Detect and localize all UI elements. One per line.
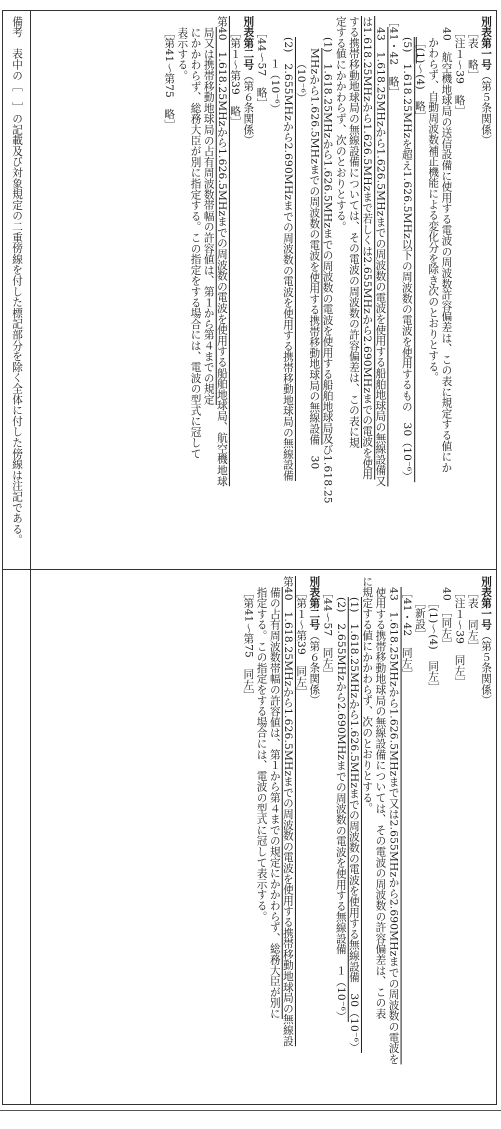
- table-border-right: [496, 10, 497, 1105]
- text-line: ［注１～39 同左］: [453, 586, 466, 687]
- text-line-underlined: 局又は携帯移動地球局の占有周波数帯幅の許容値は、第１から第４までの規定: [202, 26, 215, 405]
- text-line: にかかわらず、総務大臣が別に指定する。この指定をする場合には、電波の型式に冠して: [189, 26, 202, 459]
- note-divider: [30, 10, 31, 1105]
- text-line: 定する値にかかわらず、次のとおりとする。: [334, 16, 347, 232]
- text-line: ［44～57 略］: [255, 26, 268, 109]
- text-line-underlined: 43 1.618.25MHzから1.626.5MHzまで又は2.655MHzから2.690MHzまでの周波数の電波を: [387, 586, 400, 1065]
- text-line-double-underlined: (5): [400, 37, 413, 64]
- table-border-top: [2, 10, 497, 11]
- text-line: ［第１～第39 略］: [229, 26, 242, 127]
- text-line-underlined: 43 1.618.25MHzから1.626.5MHzまでの周波数の電波を使用する船舶地球局の無線設備又: [374, 26, 387, 487]
- text-line: ［(1)～(4) 同左］: [427, 597, 440, 694]
- text-line: 表示する。: [176, 26, 189, 81]
- text-line: ［新設］: [413, 597, 426, 641]
- text-line: ［第１～第39 同左］: [295, 586, 308, 698]
- revised-text-column: [32, 16, 492, 564]
- text-line-underlined: (2) 2.655MHzから2.690MHzまでの周波数の電波を使用する携帯移動地球局の無線設備: [281, 37, 294, 482]
- text-line-underlined: 第40 1.618.25MHzから1.626.5MHzまでの周波数の電波を使用する携帯移動地球局の無線設: [281, 576, 294, 1047]
- text-line-underlined: (2) 2.655MHzから2.690MHzまでの周波数の電波を使用する無線設備 １（10⁻⁶）: [334, 597, 347, 1023]
- text-line: (1) 1.618.25MHzから1.626.5MHzまでの周波数の電波を使用する船舶地球局及び1.618.25: [321, 37, 334, 504]
- current-text-column: [32, 576, 492, 1098]
- text-line-underlined: する携帯移動地球局の無線設備については、その電波の周波数の許容偏差は、この表に規: [347, 16, 360, 448]
- heading-ref: （第５条関係）: [480, 70, 492, 146]
- text-line: に規定する値にかかわらず、次のとおりとする。: [361, 576, 374, 814]
- text-line: ［41・42 略］: [387, 16, 400, 98]
- heading-appended-table-2: 別表第二号: [308, 576, 321, 630]
- heading-ref: （第６条関係）: [242, 70, 255, 146]
- text-line: ［41・42 同左］: [400, 586, 413, 680]
- page-footer-rule: [0, 1110, 501, 1111]
- text-line-underlined: 第40 1.618.25MHzから1.626.5MHzまでの周波数の電波を使用する船舶地球局、航空機地球: [215, 16, 228, 487]
- text-line: １（10⁻⁶）: [268, 58, 281, 115]
- table-divider: [2, 569, 497, 570]
- table-border-bottom: [2, 1104, 497, 1105]
- text-line: かわらず、自動周波数補正機能による変化分を除き次のとおりとする。: [427, 37, 440, 383]
- text-line: （10⁻⁶）: [295, 58, 308, 105]
- text-line: ［注１～39 略］: [453, 26, 466, 117]
- text-line: ［(1)～(4) 略］: [413, 37, 426, 123]
- text-line-underlined: MHzから1.626.5MHzまでの周波数の電波を使用する携帯移動地球局の無線設備: [308, 47, 321, 445]
- heading-ref: （第６条関係）: [308, 630, 321, 706]
- text-line-underlined: は1.618.25MHzから1.626.5MHzまで若しくは2.655MHzから2.690MHzまでの電波を使用: [361, 16, 374, 480]
- heading-appended-table-1: 別表第一号: [480, 576, 492, 630]
- text-line-underlined: 1.618.25MHzを超え1.626.5MHz以下の周波数の電波を使用するもの 30（10⁻⁶）: [400, 63, 413, 483]
- table-border-left: [2, 10, 3, 1105]
- text-line: ［44～57 同左］: [321, 586, 334, 680]
- heading-appended-table-1: 別表第一号: [480, 16, 492, 70]
- text-line: ［第41～第75 同左］: [242, 586, 255, 701]
- comparison-table: [2, 10, 497, 1105]
- text-line: 使用する携帯移動地球局の無線設備については、その電波の周波数の許容偏差は、この表: [374, 586, 387, 1019]
- text-line: ［表 略］: [466, 26, 479, 81]
- heading-appended-table-2: 別表第二号: [242, 16, 255, 70]
- text-line-underlined: 備の占有周波数帯幅の許容値は、第１から第４までの規定にかかわらず、総務大臣が別に: [268, 586, 281, 1019]
- text-line: 指定する。この指定をする場合には、電波の型式に冠して表示する。: [255, 586, 268, 922]
- remarks-text: 備考 表中の［ ］の記載及び対象規定の二重傍線を付した標記部分を除く全体に付した傍線は注記である。: [11, 16, 23, 546]
- text-line-underlined: (1) 1.618.25MHzから1.626.5MHzまでの周波数の電波を使用する無線設備 30（10⁻⁶）: [347, 597, 360, 1054]
- text-line: ［第41～第75 略］: [163, 26, 176, 130]
- text-line: 40 航空機地球局の送信設備に使用する電波の周波数許容偏差は、この表に規定する値にか: [440, 26, 453, 473]
- text-line: 30: [308, 444, 321, 470]
- text-line: 40 ［同左］: [440, 586, 453, 650]
- remarks-column: [4, 16, 28, 1100]
- heading-ref: （第５条関係）: [480, 630, 492, 706]
- text-line: ［表 同左］: [466, 586, 479, 652]
